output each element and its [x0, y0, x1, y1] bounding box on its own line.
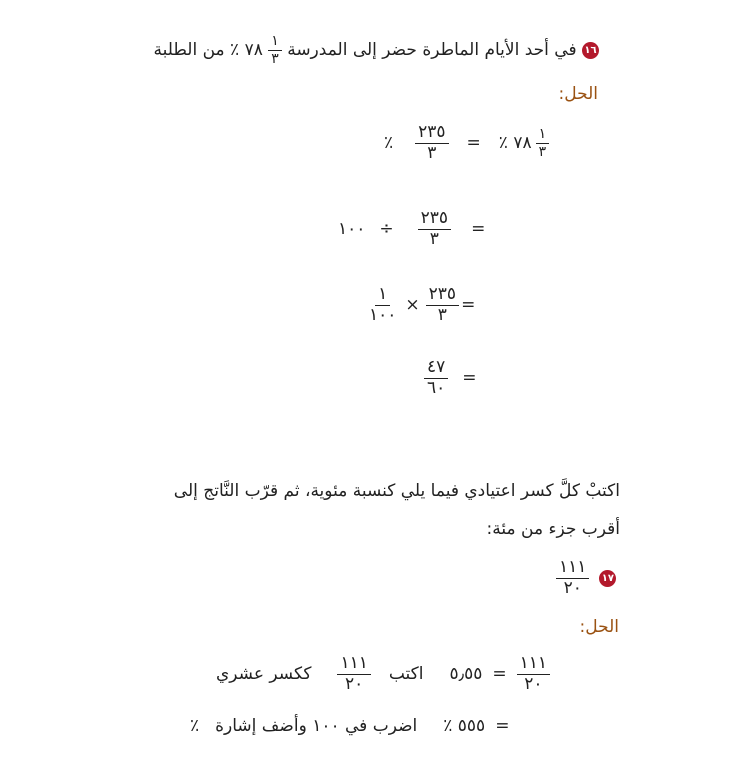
result-fraction: [424, 359, 448, 398]
fraction-numerator: ١: [375, 286, 390, 306]
equation-line-2: [338, 210, 485, 249]
fraction-denominator: ٣: [427, 142, 437, 163]
fraction: [415, 124, 448, 163]
problem-number-badge: ١٦: [582, 42, 599, 59]
fraction-denominator: ٣: [429, 228, 439, 249]
equation-line-1: [384, 124, 549, 163]
equation-line-4: [424, 359, 477, 398]
equals-sign: =: [471, 219, 486, 240]
fraction-numerator: ٢٣٥: [415, 124, 448, 144]
fraction-denominator: ٢٠: [524, 673, 543, 694]
problem-fraction: [268, 34, 282, 66]
fraction: [418, 210, 451, 249]
fraction-numerator: ١١١: [337, 655, 370, 675]
fraction-numerator: ١١١: [517, 655, 550, 675]
times-sign: ×: [405, 295, 420, 316]
fraction: [337, 655, 370, 694]
fraction-denominator: ٢٠: [563, 577, 582, 598]
problem-fraction: [556, 559, 589, 598]
multiply-instruction: اضرب في ١٠٠ وأضف إشارة: [215, 716, 418, 736]
hundred-value: ١٠٠: [338, 219, 366, 240]
write-text: اكتب: [388, 664, 424, 685]
equals-sign: =: [492, 664, 507, 685]
instructions-line-2: أقرب جزء من مئة:: [486, 519, 620, 539]
fraction-numerator: ١: [536, 127, 550, 144]
problem-number-badge: ١٧: [599, 570, 616, 587]
fraction-numerator: ٢٣٥: [418, 210, 451, 230]
fraction: [517, 655, 550, 694]
solution-17-line-2: [190, 716, 509, 736]
fraction-denominator: ٣: [538, 143, 547, 160]
fraction-one-hundredth: [366, 286, 399, 325]
decimal-fraction-text: ككسر عشري: [216, 664, 312, 685]
problem-text-tail: ٧٨ ٪ من الطلبة: [153, 40, 263, 61]
instructions-line-1: اكتبْ كلَّ كسر اعتيادي فيما يلي كنسبة مئوية، ثم قرّب النَّاتج إلى: [173, 481, 620, 501]
fraction-numerator: ٢٣٥: [426, 286, 459, 306]
fraction-numerator: ١: [268, 34, 282, 51]
fraction: [426, 286, 459, 325]
percent-sign: ٪: [384, 133, 394, 154]
equals-sign: =: [466, 133, 481, 154]
fraction-denominator: ٢٠: [345, 673, 364, 694]
problem-17: [556, 559, 616, 598]
problem-text: في أحد الأيام الماطرة حضر إلى المدرسة: [287, 40, 577, 61]
equals-sign: =: [462, 368, 477, 389]
fraction-denominator: ٣: [271, 50, 279, 67]
fraction-denominator: ٣: [437, 304, 447, 325]
fraction-numerator: ١١١: [556, 559, 589, 579]
percent-sign: ٪: [190, 716, 200, 736]
decimal-value: ٥٫٥٥: [449, 664, 483, 685]
equals-sign: =: [461, 295, 476, 316]
fraction-denominator: ١٠٠: [369, 304, 397, 325]
percent-value: ٪ ٧٨: [498, 133, 532, 154]
divide-sign: ÷: [379, 219, 394, 240]
mixed-fraction: [536, 127, 550, 159]
fraction-numerator: ٤٧: [424, 359, 448, 379]
solution-label: الحل:: [558, 84, 598, 104]
fraction-denominator: ٦٠: [427, 377, 446, 398]
solution-17-line-1: [216, 655, 550, 694]
equals-sign: =: [495, 716, 510, 736]
equation-line-3: [366, 286, 475, 325]
problem-16: [153, 34, 599, 66]
solution-label: الحل:: [579, 617, 619, 637]
percent-value: ٪ ٥٥٥: [443, 716, 486, 736]
